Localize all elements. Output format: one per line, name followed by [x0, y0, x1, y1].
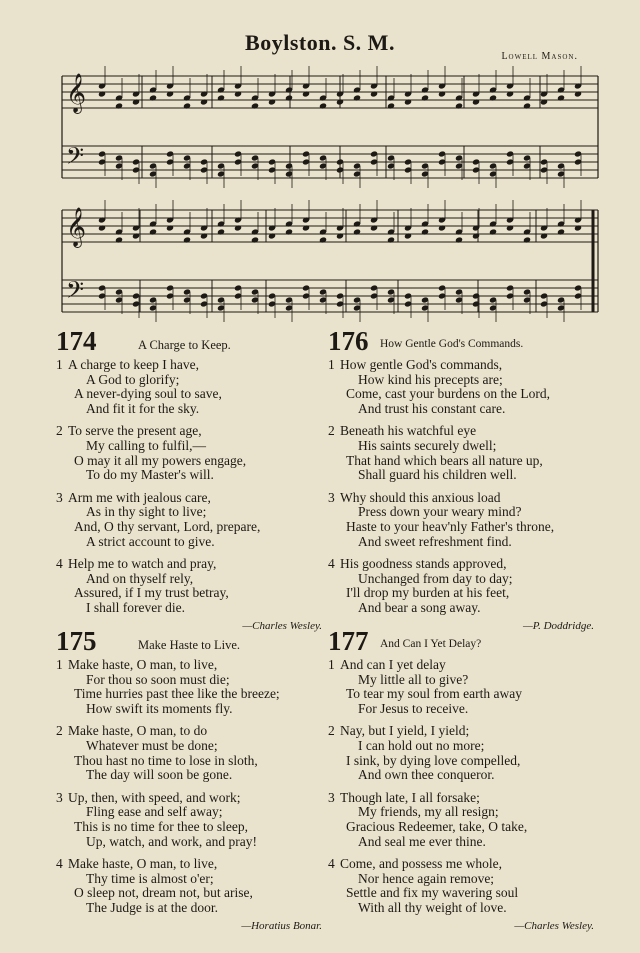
line-text: Up, watch, and work, and pray! [86, 833, 257, 849]
stanza [56, 557, 326, 615]
stanza [56, 358, 326, 416]
line-text: Unchanged from day to day; [358, 570, 513, 586]
stanza-line [56, 886, 326, 901]
line-text: Why should this anxious load [340, 489, 501, 505]
line-text: Make haste, O man, to live, [68, 657, 218, 672]
hymn-author: —Horatius Bonar. [241, 919, 322, 932]
stanza-line [328, 468, 598, 483]
stanza-line [56, 358, 326, 373]
stanza-line [56, 857, 326, 872]
stanza-line [56, 901, 326, 916]
stanza-line [328, 805, 598, 820]
stanza-line [328, 768, 598, 783]
line-text: His goodness stands approved, [340, 556, 507, 572]
stanza-line [56, 520, 326, 535]
line-text: Though late, I all forsake; [340, 789, 480, 805]
stanza-line [328, 702, 598, 717]
stanza-line [328, 572, 598, 587]
stanza-line [56, 805, 326, 820]
line-text: A God to glorify; [86, 371, 180, 387]
line-text: With all thy weight of love. [358, 899, 507, 915]
line-text: And own thee conqueror. [358, 767, 495, 783]
hymn-number: 175 [56, 626, 97, 656]
line-text: And sweet refreshment find. [358, 533, 512, 549]
hymn-number: 177 [328, 626, 369, 656]
line-text: I can hold out no more; [358, 737, 485, 753]
stanza-line [328, 601, 598, 616]
stanza-line [56, 468, 326, 483]
stanza-line [328, 754, 598, 769]
stanza-line [328, 535, 598, 550]
stanza-line [328, 901, 598, 916]
line-text: I shall forever die. [86, 599, 185, 615]
verse-number: 2 [56, 723, 63, 739]
stanza-line [56, 387, 326, 402]
hymn-header [56, 626, 326, 658]
stanza-line [56, 557, 326, 572]
stanza [56, 724, 326, 782]
stanza-line [56, 402, 326, 417]
stanza-line [328, 687, 598, 702]
stanza [328, 857, 598, 915]
line-text: My little all to give? [358, 671, 469, 687]
hymn-title: A Charge to Keep. [138, 338, 231, 352]
line-text: O sleep not, dream not, but arise, [74, 885, 253, 901]
stanza [328, 557, 598, 615]
verse-number: 3 [328, 789, 335, 805]
line-text: A never-dying soul to save, [74, 386, 222, 402]
stanza [328, 724, 598, 782]
line-text: Help me to watch and pray, [68, 556, 217, 572]
stanza-line [328, 439, 598, 454]
line-text: His saints securely dwell; [358, 437, 497, 453]
line-text: For thou so soon must die; [86, 671, 230, 687]
stanza-line [328, 658, 598, 673]
verse-number: 3 [56, 489, 63, 505]
hymn-header [56, 326, 326, 358]
hymn-174 [56, 326, 326, 632]
line-text: This is no time for thee to sleep, [74, 818, 248, 834]
line-text: Arm me with jealous care, [68, 489, 211, 505]
hymn-author: —P. Doddridge. [523, 619, 594, 632]
line-text: How kind his precepts are; [358, 371, 503, 387]
line-text: Gracious Redeemer, take, O take, [346, 818, 528, 834]
line-text: My friends, my all resign; [358, 804, 499, 820]
line-text: Thou hast no time to lose in sloth, [74, 752, 258, 768]
stanza-line [328, 402, 598, 417]
line-text: For Jesus to receive. [358, 700, 469, 716]
line-text: Beneath his watchful eye [340, 423, 477, 439]
stanza [328, 491, 598, 549]
stanza-line [56, 872, 326, 887]
stanza-line [56, 373, 326, 388]
stanza-line [328, 505, 598, 520]
stanza-line [328, 886, 598, 901]
stanza-line [328, 424, 598, 439]
verse-number: 1 [56, 657, 63, 672]
stanza-line [328, 739, 598, 754]
line-text: How gentle God's commands, [340, 357, 503, 372]
tune-composer: Lowell Mason. [501, 51, 578, 62]
line-text: And trust his constant care. [358, 400, 506, 416]
stanza-line [56, 454, 326, 469]
line-text: Haste to your heav'nly Father's throne, [346, 518, 555, 534]
line-text: To serve the present age, [68, 423, 202, 439]
line-text: A strict account to give. [86, 533, 215, 549]
stanza-line [56, 835, 326, 850]
svg-text:𝄞: 𝄞 [66, 207, 87, 247]
line-text: That hand which bears all nature up, [346, 452, 543, 468]
verse-number: 3 [56, 789, 63, 805]
line-text: To do my Master's will. [86, 467, 214, 483]
stanza [328, 658, 598, 716]
line-text: As in thy sight to live; [86, 504, 207, 520]
stanza-line [328, 857, 598, 872]
line-text: Shall guard his children well. [358, 467, 517, 483]
stanza-line [328, 387, 598, 402]
verse-number: 4 [56, 556, 63, 572]
verse-number: 4 [328, 856, 335, 872]
line-text: Whatever must be done; [86, 737, 218, 753]
verse-number: 2 [328, 723, 335, 739]
verse-number: 1 [328, 357, 335, 372]
stanza-line [328, 791, 598, 806]
line-text: Nay, but I yield, I yield; [340, 723, 470, 739]
music-score [0, 60, 640, 330]
line-text: And bear a song away. [358, 599, 481, 615]
stanza [56, 857, 326, 915]
line-text: Come, cast your burdens on the Lord, [346, 386, 550, 402]
line-text: Assured, if I my trust betray, [74, 585, 229, 601]
line-text: Come, and possess me whole, [340, 856, 502, 872]
line-text: A charge to keep I have, [68, 357, 199, 372]
hymn-title: How Gentle God's Commands. [380, 338, 524, 350]
stanza [56, 658, 326, 716]
stanza-line [56, 673, 326, 688]
verse-number: 1 [328, 657, 335, 672]
line-text: And, O thy servant, Lord, prepare, [74, 518, 261, 534]
line-text: How swift its moments fly. [86, 700, 233, 716]
svg-text:𝄢: 𝄢 [66, 276, 85, 309]
stanza-line [56, 739, 326, 754]
stanza [328, 791, 598, 849]
stanza-line [328, 835, 598, 850]
svg-text:𝄞: 𝄞 [66, 73, 87, 113]
stanza-line [56, 702, 326, 717]
line-text: Make haste, O man, to do [68, 723, 208, 739]
stanza-line [328, 724, 598, 739]
line-text: And seal me ever thine. [358, 833, 486, 849]
line-text: Nor hence again remove; [358, 870, 495, 886]
stanza-line [328, 673, 598, 688]
stanza-line [56, 439, 326, 454]
verse-number: 4 [56, 856, 63, 872]
hymn-author: —Charles Wesley. [242, 619, 322, 632]
hymn-title: And Can I Yet Delay? [380, 638, 482, 650]
stanza-line [328, 373, 598, 388]
stanza-line [56, 424, 326, 439]
line-text: And fit it for the sky. [86, 400, 200, 416]
stanza [328, 424, 598, 482]
verse-number: 2 [328, 423, 335, 439]
stanza [328, 358, 598, 416]
line-text: And on thyself rely, [86, 570, 194, 586]
stanza-line [56, 791, 326, 806]
stanza-line [328, 820, 598, 835]
line-text: O may it all my powers engage, [74, 452, 247, 468]
line-text: The day will soon be gone. [86, 767, 233, 783]
hymn-author: —Charles Wesley. [514, 919, 594, 932]
hymn-header [328, 326, 598, 358]
stanza-line [328, 491, 598, 506]
svg-text:𝄢: 𝄢 [66, 142, 85, 175]
verse-number: 4 [328, 556, 335, 572]
line-text: Make haste, O man, to live, [68, 856, 218, 872]
stanza-line [328, 358, 598, 373]
stanza-line [56, 491, 326, 506]
stanza-line [56, 687, 326, 702]
hymn-175 [56, 626, 326, 932]
line-text: Fling ease and self away; [86, 804, 223, 820]
hymn-number: 176 [328, 326, 369, 356]
hymn-title: Make Haste to Live. [138, 638, 241, 652]
line-text: I sink, by dying love compelled, [346, 752, 521, 768]
line-text: Time hurries past thee like the breeze; [74, 686, 280, 702]
stanza-line [56, 658, 326, 673]
stanza-line [328, 586, 598, 601]
stanza-line [56, 820, 326, 835]
stanza-line [56, 586, 326, 601]
verse-number: 2 [56, 423, 63, 439]
hymn-number: 174 [56, 326, 97, 356]
stanza [56, 491, 326, 549]
stanza-line [56, 601, 326, 616]
verse-number: 1 [56, 357, 63, 372]
stanza-line [328, 520, 598, 535]
stanza-line [328, 454, 598, 469]
stanza-line [56, 572, 326, 587]
line-text: Thy time is almost o'er; [86, 870, 214, 886]
verse-number: 3 [328, 489, 335, 505]
stanza-line [328, 872, 598, 887]
line-text: The Judge is at the door. [86, 899, 218, 915]
line-text: And can I yet delay [340, 657, 446, 672]
line-text: My calling to fulfil,— [86, 437, 206, 453]
stanza [56, 791, 326, 849]
stanza-line [56, 724, 326, 739]
hymn-header [328, 626, 598, 658]
stanza-line [56, 754, 326, 769]
line-text: Up, then, with speed, and work; [68, 789, 241, 805]
hymn-177 [328, 626, 598, 932]
line-text: Settle and fix my wavering soul [346, 885, 519, 901]
hymn-176 [328, 326, 598, 632]
line-text: I'll drop my burden at his feet, [346, 585, 510, 601]
line-text: Press down your weary mind? [358, 504, 522, 520]
stanza [56, 424, 326, 482]
stanza-line [56, 768, 326, 783]
tune-title: Boylston. S. M. [245, 30, 395, 55]
stanza-line [56, 505, 326, 520]
stanza-line [56, 535, 326, 550]
stanza-line [328, 557, 598, 572]
line-text: To tear my soul from earth away [346, 686, 522, 702]
